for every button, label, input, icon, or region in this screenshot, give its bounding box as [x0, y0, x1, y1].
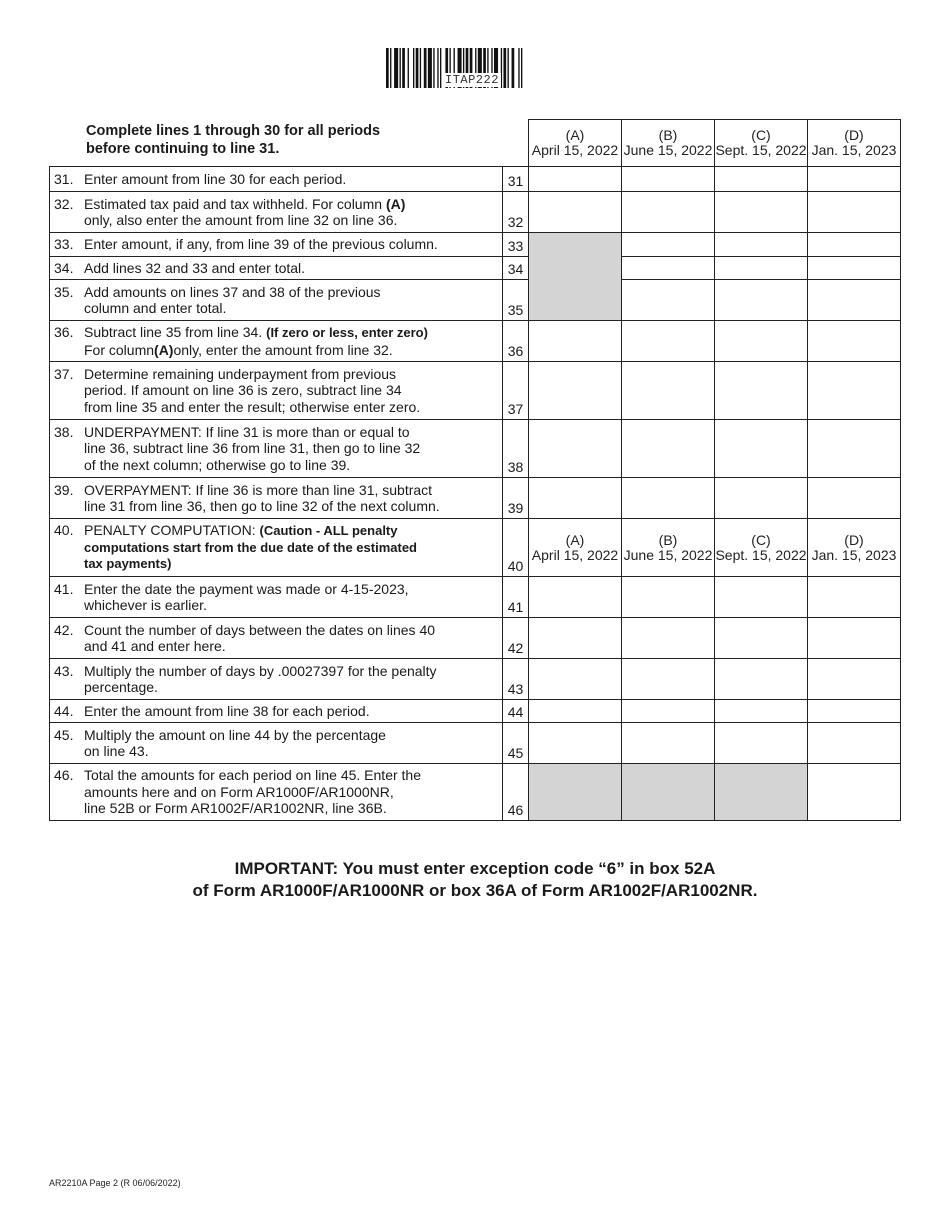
line-34-col-d[interactable]: [808, 257, 901, 280]
barcode-bar: [390, 48, 391, 88]
line-42-desc: 42. Count the number of days between the dates on lines 40 and 41 and enter here.: [50, 618, 503, 659]
line-31-row: [50, 167, 901, 192]
line-32-col-c[interactable]: [715, 192, 808, 233]
barcode-bar: [512, 48, 515, 88]
line-43-col-d[interactable]: [808, 659, 901, 700]
line-40-col-d-date: (D) Jan. 15, 2023: [808, 519, 901, 577]
line-35-row: [50, 280, 901, 321]
line-36-col-a[interactable]: [529, 321, 622, 362]
line-43-col-c[interactable]: [715, 659, 808, 700]
barcode-bar: [386, 48, 389, 88]
barcode-code: ITAP222: [445, 73, 499, 87]
line-37-col-a[interactable]: [529, 362, 622, 420]
line-42-number: 42: [503, 618, 529, 659]
barcode-bar: [402, 48, 405, 88]
line-32-col-b[interactable]: [622, 192, 715, 233]
line-38-desc: 38. UNDERPAYMENT: If line 31 is more than or equal to line 36, subtract line 36 from line 31, then go to line 32 of the next column; otherwise go to line 39.: [50, 420, 503, 478]
line-37-desc: 37. Determine remaining underpayment from previous period. If amount on line 36 is zero, subtract line 34 from line 35 and enter the result; otherwise enter zero.: [50, 362, 503, 420]
line-38-col-c[interactable]: [715, 420, 808, 478]
line-31-col-b[interactable]: [622, 167, 715, 192]
line-38-row: [50, 420, 901, 478]
line-41-col-c[interactable]: [715, 577, 808, 618]
line-46-row: [50, 764, 901, 821]
line-40-col-a-date: (A) April 15, 2022: [529, 519, 622, 577]
line-44-row: [50, 700, 901, 723]
line-32-row: [50, 192, 901, 233]
intro-line-1: Complete lines 1 through 30 for all periods: [86, 123, 381, 139]
line-39-col-c[interactable]: [715, 478, 808, 519]
line-38-number: 38: [503, 420, 529, 478]
line-35-col-b[interactable]: [622, 280, 715, 321]
line-38-col-a[interactable]: [529, 420, 622, 478]
line-39-col-d[interactable]: [808, 478, 901, 519]
line-39-col-b[interactable]: [622, 478, 715, 519]
line-44-col-c[interactable]: [715, 700, 808, 723]
barcode-bar: [503, 48, 506, 88]
barcode-bar: [416, 48, 419, 88]
line-42-col-d[interactable]: [808, 618, 901, 659]
line-40-desc: 40. PENALTY COMPUTATION: (Caution - ALL penalty computations start from the due date of the estimated tax payments): [50, 519, 503, 577]
line-33-col-c[interactable]: [715, 233, 808, 257]
page-footer: AR2210A Page 2 (R 06/06/2022): [49, 1178, 181, 1188]
line-33-col-d[interactable]: [808, 233, 901, 257]
line-46-col-d[interactable]: [808, 764, 901, 821]
line-43-col-a[interactable]: [529, 659, 622, 700]
line-45-col-c[interactable]: [715, 723, 808, 764]
line-34-desc: 34. Add lines 32 and 33 and enter total.: [50, 257, 503, 280]
line-45-row: [50, 723, 901, 764]
line-32-desc: 32. Estimated tax paid and tax withheld. For column (A) only, also enter the amount from line 32 on line 36.: [50, 192, 503, 233]
line-46-col-b-shaded: [622, 764, 715, 821]
line-45-col-b[interactable]: [622, 723, 715, 764]
line-33-col-b[interactable]: [622, 233, 715, 257]
line-39-row: [50, 478, 901, 519]
line-36-row: [50, 321, 901, 362]
line-43-col-b[interactable]: [622, 659, 715, 700]
column-header-b: (B) June 15, 2022: [622, 120, 715, 167]
line-32-number: 32: [503, 192, 529, 233]
line-36-col-d[interactable]: [808, 321, 901, 362]
line-44-desc: 44. Enter the amount from line 38 for each period.: [50, 700, 503, 723]
line-41-col-a[interactable]: [529, 577, 622, 618]
barcode-bar: [433, 48, 434, 88]
line-38-col-d[interactable]: [808, 420, 901, 478]
barcode-bar: [521, 48, 522, 88]
line-33-number: 33: [503, 233, 529, 257]
barcode-bar: [501, 48, 502, 88]
barcode-bar: [400, 48, 401, 88]
line-44-number: 44: [503, 700, 529, 723]
line-40-col-b-date: (B) June 15, 2022: [622, 519, 715, 577]
line-46-col-a-shaded: [529, 764, 622, 821]
line-37-col-d[interactable]: [808, 362, 901, 420]
line-46-desc: 46. Total the amounts for each period on line 45. Enter the amounts here and on Form AR1000F/AR1000NR, line 52B or Form AR1002F/AR1002NR, line 36B.: [50, 764, 503, 821]
important-line-1: IMPORTANT: You must enter exception code “6” in box 52A: [234, 859, 716, 878]
line-39-desc: 39. OVERPAYMENT: If line 36 is more than line 31, subtract line 31 from line 36, then go to line 32 of the next column.: [50, 478, 503, 519]
barcode-bar: [408, 48, 409, 88]
line-43-row: [50, 659, 901, 700]
line-31-col-a[interactable]: [529, 167, 622, 192]
line-44-col-b[interactable]: [622, 700, 715, 723]
column-header-c: (C) Sept. 15, 2022: [715, 120, 808, 167]
line-44-col-d[interactable]: [808, 700, 901, 723]
barcode-bar: [428, 48, 432, 88]
line-45-col-a[interactable]: [529, 723, 622, 764]
line-42-col-c[interactable]: [715, 618, 808, 659]
line-41-desc: 41. Enter the date the payment was made or 4-15-2023, whichever is earlier.: [50, 577, 503, 618]
barcode-bar: [508, 48, 509, 88]
line-37-row: [50, 362, 901, 420]
worksheet-table: [49, 119, 901, 821]
line-35-col-c[interactable]: [715, 280, 808, 321]
line-41-col-d[interactable]: [808, 577, 901, 618]
column-header-a: (A) April 15, 2022: [529, 120, 622, 167]
line-31-number: 31: [503, 167, 529, 192]
line-36-col-b[interactable]: [622, 321, 715, 362]
important-line-2: of Form AR1000F/AR1000NR or box 36A of Form AR1002F/AR1002NR.: [192, 881, 758, 900]
line-42-col-a[interactable]: [529, 618, 622, 659]
line-40-col-c-date: (C) Sept. 15, 2022: [715, 519, 808, 577]
barcode-bar: [413, 48, 414, 88]
line-32-col-a[interactable]: [529, 192, 622, 233]
line-44-col-a[interactable]: [529, 700, 622, 723]
line-34-col-b[interactable]: [622, 257, 715, 280]
line-33-row: [50, 233, 901, 257]
barcode-bar: [437, 48, 438, 88]
line-39-col-a[interactable]: [529, 478, 622, 519]
line-40-row: [50, 519, 901, 577]
line-41-col-b[interactable]: [622, 577, 715, 618]
line-41-row: [50, 577, 901, 618]
column-header-row: [50, 120, 901, 167]
line-34-number: 34: [503, 257, 529, 280]
line-43-desc: 43. Multiply the number of days by .00027397 for the penalty percentage.: [50, 659, 503, 700]
line-38-col-b[interactable]: [622, 420, 715, 478]
line-31-desc: 31. Enter amount from line 30 for each period.: [50, 167, 503, 192]
line-42-col-b[interactable]: [622, 618, 715, 659]
line-35-col-d[interactable]: [808, 280, 901, 321]
barcode-bar: [440, 48, 441, 88]
line-42-row: [50, 618, 901, 659]
line-35-number: 35: [503, 280, 529, 321]
line-33-desc: 33. Enter amount, if any, from line 39 of the previous column.: [50, 233, 503, 257]
line-33-35-col-a-shaded: [529, 233, 622, 321]
line-36-desc: 36. Subtract line 35 from line 34. (If zero or less, enter zero) For column (A) only, enter the amount from line 32.: [50, 321, 503, 362]
line-34-col-c[interactable]: [715, 257, 808, 280]
barcode-bar: [394, 48, 398, 88]
line-37-col-c[interactable]: [715, 362, 808, 420]
line-45-col-d[interactable]: [808, 723, 901, 764]
line-45-desc: 45. Multiply the amount on line 44 by the percentage on line 43.: [50, 723, 503, 764]
line-36-col-c[interactable]: [715, 321, 808, 362]
line-39-number: 39: [503, 478, 529, 519]
intro-line-2: before continuing to line 31.: [86, 141, 280, 157]
line-40-number: 40: [503, 519, 529, 577]
line-35-desc: 35. Add amounts on lines 37 and 38 of the previous column and enter total.: [50, 280, 503, 321]
line-45-number: 45: [503, 723, 529, 764]
line-36-number: 36: [503, 321, 529, 362]
line-37-number: 37: [503, 362, 529, 420]
line-31-col-c[interactable]: [715, 167, 808, 192]
line-37-col-b[interactable]: [622, 362, 715, 420]
important-notice: [0, 858, 950, 902]
barcode-bar: [518, 48, 519, 88]
line-31-col-d[interactable]: [808, 167, 901, 192]
barcode-bar: [424, 48, 427, 88]
line-41-number: 41: [503, 577, 529, 618]
line-46-col-c-shaded: [715, 764, 808, 821]
line-32-col-d[interactable]: [808, 192, 901, 233]
line-43-number: 43: [503, 659, 529, 700]
column-header-d: (D) Jan. 15, 2023: [808, 120, 901, 167]
line-34-row: [50, 257, 901, 280]
barcode-bar: [420, 48, 421, 88]
line-46-number: 46: [503, 764, 529, 821]
